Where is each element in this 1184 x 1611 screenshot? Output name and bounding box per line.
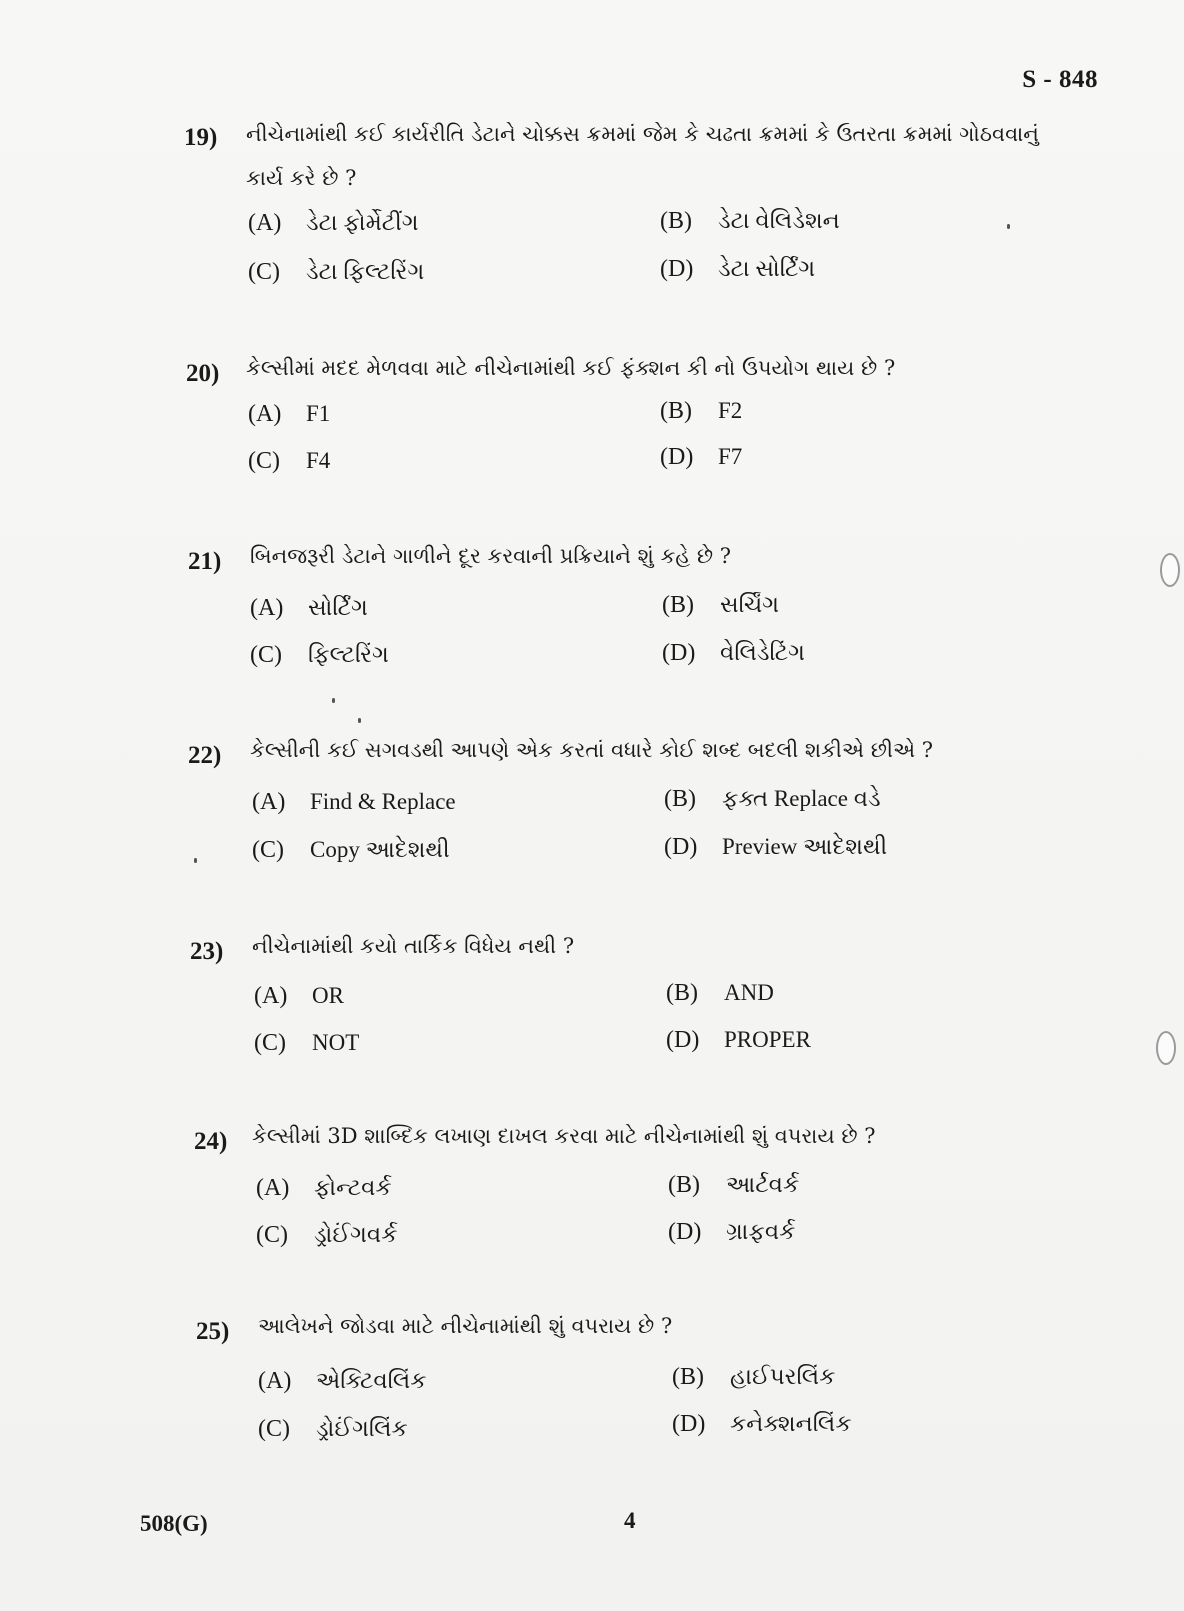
option-label: (C) [258,1416,290,1442]
option-text: OR [312,983,344,1008]
option-b [668,1172,799,1199]
option-text: સર્ચિંગ [720,592,780,617]
option-text: Copy આદેશથી [310,837,450,862]
question-number: 25) [196,1318,230,1345]
option-text: આર્ટવર્ક [726,1172,800,1197]
scan-speck [358,718,361,723]
option-text: F4 [306,448,331,473]
option-text: વેલિડેટિંગ [720,640,805,665]
question-number: 24) [194,1128,228,1155]
option-b [664,786,881,813]
question-text: આલેખને જોડવા માટે નીચેનામાંથી શું વપરાય છે ? [258,1314,673,1338]
option-label: (B) [660,208,692,234]
question-text: નીચેનામાંથી કઈ કાર્યરીતિ ડેટાને ચોક્કસ ક્રમમાં જેમ કે ચઢતા ક્રમમાં કે ઉતરતા ક્રમમાં ગોઠવવાનું [246,122,1039,146]
option-label: (D) [664,834,698,860]
option-a [254,983,344,1010]
option-label: (C) [254,1030,286,1056]
option-label: (B) [662,592,694,618]
option-d [664,834,887,861]
question-text: નીચેનામાંથી કયો તાર્કિક વિધેય નથી ? [252,934,575,958]
option-label: (B) [666,980,698,1006]
option-b [672,1364,835,1391]
option-label: (D) [660,256,694,282]
option-d [660,256,815,283]
punch-hole-lower [1156,1031,1176,1065]
question-text: કેલ્સીની કઈ સગવડથી આપણે એક કરતાં વધારે કોઈ શબ્દ બદલી શકીએ છીએ ? [250,738,934,762]
option-text: સોર્ટિંગ [308,595,368,620]
option-label: (A) [256,1175,290,1201]
option-label: (A) [250,595,284,621]
option-c [248,259,424,286]
option-c [256,1222,398,1249]
punch-hole-upper [1160,553,1180,587]
option-text: ફોન્ટવર્ક [314,1175,392,1200]
option-label: (B) [664,786,696,812]
question-text-continued: કાર્ય કરે છે ? [246,166,357,190]
option-label: (A) [248,401,282,427]
option-text: એક્ટિવલિંક [316,1368,427,1393]
option-text: ડેટા સોર્ટિંગ [718,256,816,281]
footer-code: 508(G) [140,1511,208,1536]
option-b [660,398,742,425]
question-text: કેલ્સીમાં 3D શાબ્દિક લખાણ દાખલ કરવા માટે નીચેનામાંથી શું વપરાય છે ? [252,1124,876,1148]
option-label: (A) [252,789,286,815]
option-text: ડેટા વેલિડેશન [718,208,840,233]
paper-code: S - 848 [1022,66,1098,93]
option-label: (D) [668,1219,702,1245]
option-c [248,448,330,475]
scan-speck [194,858,197,863]
question-number: 20) [186,360,220,387]
option-d [666,1027,811,1054]
option-label: (C) [250,642,282,668]
option-text: AND [724,980,774,1005]
option-a [250,595,368,622]
option-d [662,640,805,667]
option-d [660,444,742,471]
option-c [258,1416,408,1443]
option-text: હાઈપરલિંક [730,1364,836,1389]
option-d [668,1219,795,1246]
option-label: (D) [672,1411,706,1437]
option-c [252,837,450,864]
option-text: ડ્રોઈંગલિંક [316,1416,408,1441]
option-label: (C) [256,1222,288,1248]
option-a [258,1368,427,1395]
question-number: 21) [188,548,222,575]
question-number: 19) [184,124,218,151]
option-label: (B) [672,1364,704,1390]
option-label: (C) [252,837,284,863]
option-text: કનેક્શનલિંક [730,1411,852,1436]
option-label: (D) [660,444,694,470]
option-c [254,1030,359,1057]
option-text: F7 [718,444,743,469]
option-text: ડ્રોઈંગવર્ક [314,1222,398,1247]
question-text: કેલ્સીમાં મદદ મેળવવા માટે નીચેનામાંથી કઈ ફંક્શન કી નો ઉપયોગ થાય છે ? [246,356,896,380]
option-text: F2 [718,398,743,423]
option-text: NOT [312,1030,360,1055]
option-text: Find & Replace [310,789,456,814]
option-c [250,642,389,669]
option-label: (C) [248,448,280,474]
option-text: PROPER [724,1027,811,1052]
option-label: (A) [248,210,282,236]
question-number: 22) [188,742,222,769]
option-a [248,210,419,237]
option-label: (B) [660,398,692,424]
option-b [660,208,840,235]
option-a [256,1175,392,1202]
option-b [662,592,779,619]
scan-speck [1007,224,1010,229]
option-label: (D) [666,1027,700,1053]
question-text: બિનજરૂરી ડેટાને ગાળીને દૂર કરવાની પ્રક્રિયાને શું કહે છે ? [250,544,732,568]
option-text: ફિલ્ટરિંગ [308,642,389,667]
option-text: ફક્ત Replace વડે [722,786,881,811]
option-text: ડેટા ફોર્મેટીંગ [306,210,419,235]
option-text: ડેટા ફિલ્ટરિંગ [306,259,425,284]
question-number: 23) [190,938,224,965]
option-label: (B) [668,1172,700,1198]
option-text: Preview આદેશથી [722,834,888,859]
option-label: (A) [254,983,288,1009]
option-label: (A) [258,1368,292,1394]
option-b [666,980,774,1007]
page-number: 4 [624,1508,636,1533]
option-a [248,401,330,428]
option-label: (D) [662,640,696,666]
option-text: ગ્રાફવર્ક [726,1219,796,1244]
option-d [672,1411,852,1438]
option-label: (C) [248,259,280,285]
scan-speck [332,698,335,703]
option-text: F1 [306,401,331,426]
option-a [252,789,456,816]
